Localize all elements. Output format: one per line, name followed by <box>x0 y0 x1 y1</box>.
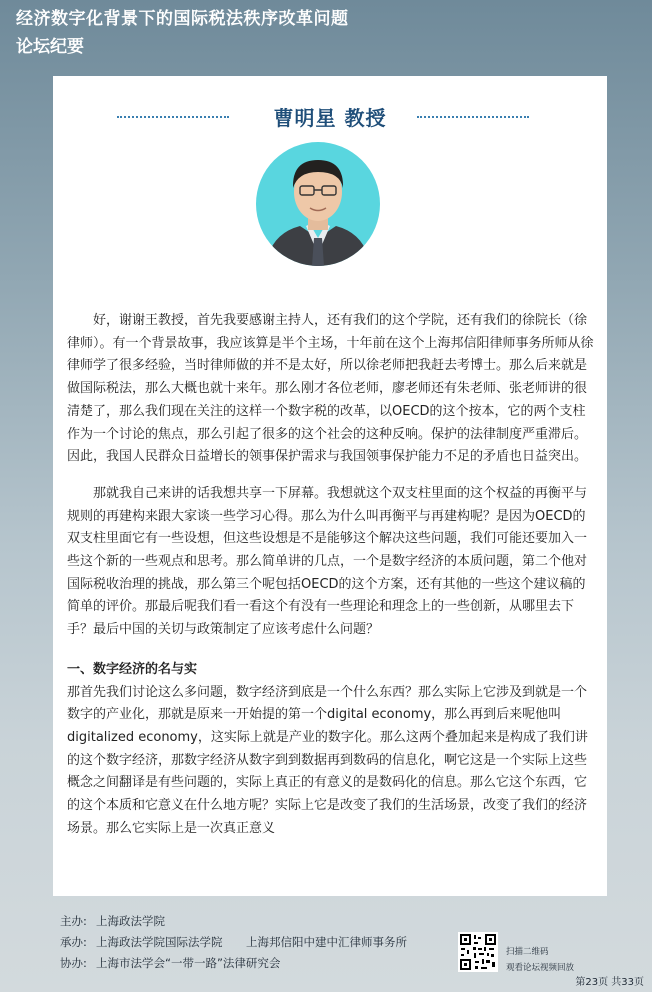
page-number: 第23页 共33页 <box>575 977 644 988</box>
qr-caption-line1: 扫描二维码 <box>506 947 549 957</box>
co-organizer: 上海市法学会“一带一路”法律研究会 <box>96 956 281 970</box>
paragraph-1: 好，谢谢王教授，首先我要感谢主持人，还有我们的这个学院，还有我们的徐院长（徐律师）。有一个背景故事，我应该算是半个主场，十年前在这个上海邦信阳律师事务所师从徐律师学了很多经验，当时律师做的并不是太好，所以徐老师把我赶去考博士。那么后来就是做国际税法，那么大概也就十来年。那么刚才各位老师，廖老师还有朱老师、张老师讲的很清楚了，那么我们现在关注的这样一个数字税的改革，以OECD的这个按本，它的两个支柱作为一个讨论的焦点，那么引起了很多的这个社会的这种反响。保护的法律制度严重滞后。因此，我国人民群众日益增长的领事保护需求与我国领事保护能力不足的矛盾也日益突出。 <box>67 313 594 465</box>
organizer-1: 上海政法学院国际法学院 <box>96 935 223 949</box>
paragraph-2: 那就我自己来讲的话我想共享一下屏幕。我想就这个双支柱里面的这个权益的再衡平与规则的再建构来跟大家谈一些学习心得。那么为什么叫再衡平与再建构呢？是因为OECD的双支柱里面它有一些设想，但这些设想是不是能够这个解决这些问题，我们可能还要加入一些这个新的一些观点和思考。那么简单讲的几点，一个是数字经济的本质问题，第二个他对国际税收治理的挑战，那么第三个呢包括OECD的这个方案，还有其他的一些这个建议稿的简单的评价。那最后呢我们看一看这个有没有一些理论和理念上的一些创新，从哪里去下手？最后中国的关切与政策制定了应该考虑什么问题？ <box>67 485 588 638</box>
organizer-2: 上海邦信阳中建中汇律师事务所 <box>246 935 407 949</box>
speaker-portrait-icon <box>256 142 380 266</box>
speaker-name: 曹明星 教授 <box>273 106 387 130</box>
content-card <box>53 76 607 896</box>
divider-right <box>417 116 529 118</box>
section-heading: 一、数字经济的名与实 <box>67 661 198 677</box>
qr-caption-line2: 观看论坛视频回放 <box>506 963 575 973</box>
forum-subtitle: 论坛纪要 <box>16 37 84 57</box>
host-name: 上海政法学院 <box>96 914 165 928</box>
co-organizer-label: 协办: <box>60 956 87 970</box>
qr-code-icon[interactable] <box>458 932 498 972</box>
speaker-heading <box>53 102 607 132</box>
speech-body <box>67 310 595 840</box>
header <box>16 6 349 60</box>
forum-title: 经济数字化背景下的国际税法秩序改革问题 <box>16 9 349 29</box>
footer-credits <box>60 911 407 974</box>
host-label: 主办: <box>60 914 87 928</box>
qr-caption <box>506 944 574 976</box>
organizer-label: 承办: <box>60 935 87 949</box>
section-text: 那首先我们讨论这么多问题，数字经济到底是一个什么东西？那么实际上它涉及到就是一个数字的产业化，那就是原来一开始提的第一个digital economy，那么再到后来呢他叫digitalized economy，这实际上就是产业的数字化。那么这两个叠加起来是构成了我们讲的这个数字经济，那数字经济从数字到到数据再到数码的信息化，啊它这是一个实际上这些概念之间翻译是有些问题的，实际上真正的有意义的是数码化的信息。那么它这个东西，它的这个本质和它意义在什么地方呢？实际上它是改变了我们的生活场景，改变了我们的经济场景。那么它实际上是一次真正意义 <box>67 684 588 836</box>
speaker-photo <box>256 142 380 266</box>
